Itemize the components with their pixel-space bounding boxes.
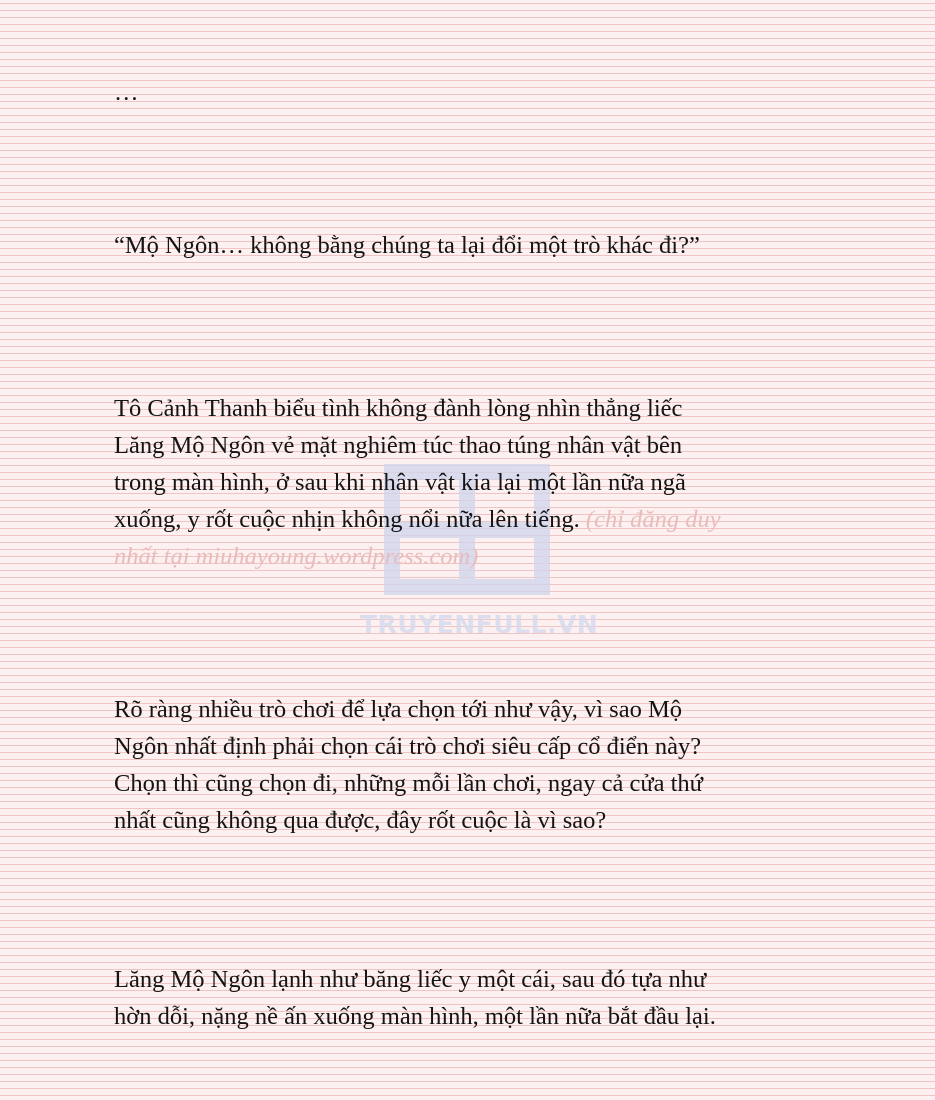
paragraph-ellipsis [114, 74, 814, 111]
text-line: Lăng Mộ Ngôn lạnh như băng liếc y một cái, sau đó tựa như [114, 966, 707, 993]
text-line: Ngôn nhất định phải chọn cái trò chơi siêu cấp cổ điển này? [114, 733, 702, 760]
text-line: Rõ ràng nhiều trò chơi để lựa chọn tới như vậy, vì sao Mộ [114, 696, 682, 723]
paragraph-dialogue [114, 227, 814, 264]
paragraph-narration-2 [114, 691, 814, 839]
text-line [114, 501, 814, 538]
text-segment: xuống, y rốt cuộc nhịn không nổi nữa lên tiếng. [114, 506, 580, 533]
text-line: nhất cũng không qua được, đây rốt cuộc là vì sao? [114, 807, 607, 834]
paragraph-narration-3 [114, 961, 814, 1035]
text-line: hờn dỗi, nặng nề ấn xuống màn hình, một lần nữa bắt đầu lại. [114, 1003, 716, 1030]
text-line: Lăng Mộ Ngôn vẻ mặt nghiêm túc thao túng nhân vật bên [114, 432, 683, 459]
source-credit: (chỉ đăng duy [585, 506, 721, 533]
text-line: Tô Cảnh Thanh biểu tình không đành lòng nhìn thẳng liếc [114, 395, 683, 422]
watermark-text: TRUYENFULL.VN [360, 610, 599, 639]
text-line: “Mộ Ngôn… không bằng chúng ta lại đổi một trò khác đi?” [114, 232, 700, 259]
source-credit-line: nhất tại miuhayoung.wordpress.com) [114, 543, 479, 570]
text-line: … [114, 79, 139, 106]
paragraph-narration-1 [114, 390, 814, 575]
text-line: Chọn thì cũng chọn đi, những mỗi lần chơi, ngay cả cửa thứ [114, 770, 703, 797]
text-line: trong màn hình, ở sau khi nhân vật kia lại một lần nữa ngã [114, 469, 686, 496]
